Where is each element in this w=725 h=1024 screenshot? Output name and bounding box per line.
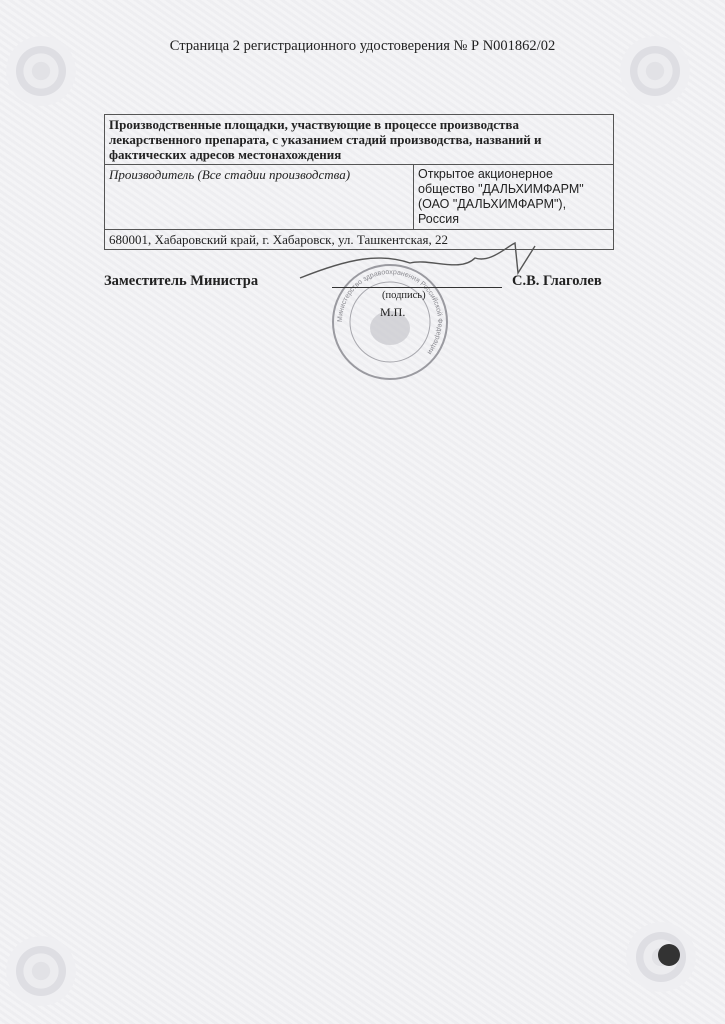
signatory-role: Заместитель Министра (104, 273, 259, 289)
production-sites-table (104, 114, 614, 250)
signature-line (332, 287, 502, 288)
signature-scribble (290, 238, 550, 288)
seal-caption: М.П. (380, 305, 406, 319)
signature-caption: (подпись) (382, 290, 426, 301)
production-role: Производитель (Все стадии производства) (105, 165, 414, 230)
svg-text:Министерство здравоохранения Р: Министерство здравоохранения Российской Федерации (336, 268, 444, 356)
page-title: Страница 2 регистрационного удостоверения № Р N001862/02 (169, 38, 556, 54)
company-address: 680001, Хабаровский край, г. Хабаровск, ул. Ташкентская, 22 (105, 230, 614, 250)
signatory-name: С.В. Глаголев (512, 273, 602, 289)
company-name: Открытое акционерное общество "ДАЛЬХИМФАРМ" (ОАО "ДАЛЬХИМФАРМ"), Россия (414, 165, 614, 230)
table-heading: Производственные площадки, участвующие в процессе производства лекарственного препарата, с указанием стадий производства, названий и фактических адресов местонахождения (105, 115, 614, 165)
corner-ornament (6, 936, 76, 1006)
hologram-dot (658, 944, 680, 966)
